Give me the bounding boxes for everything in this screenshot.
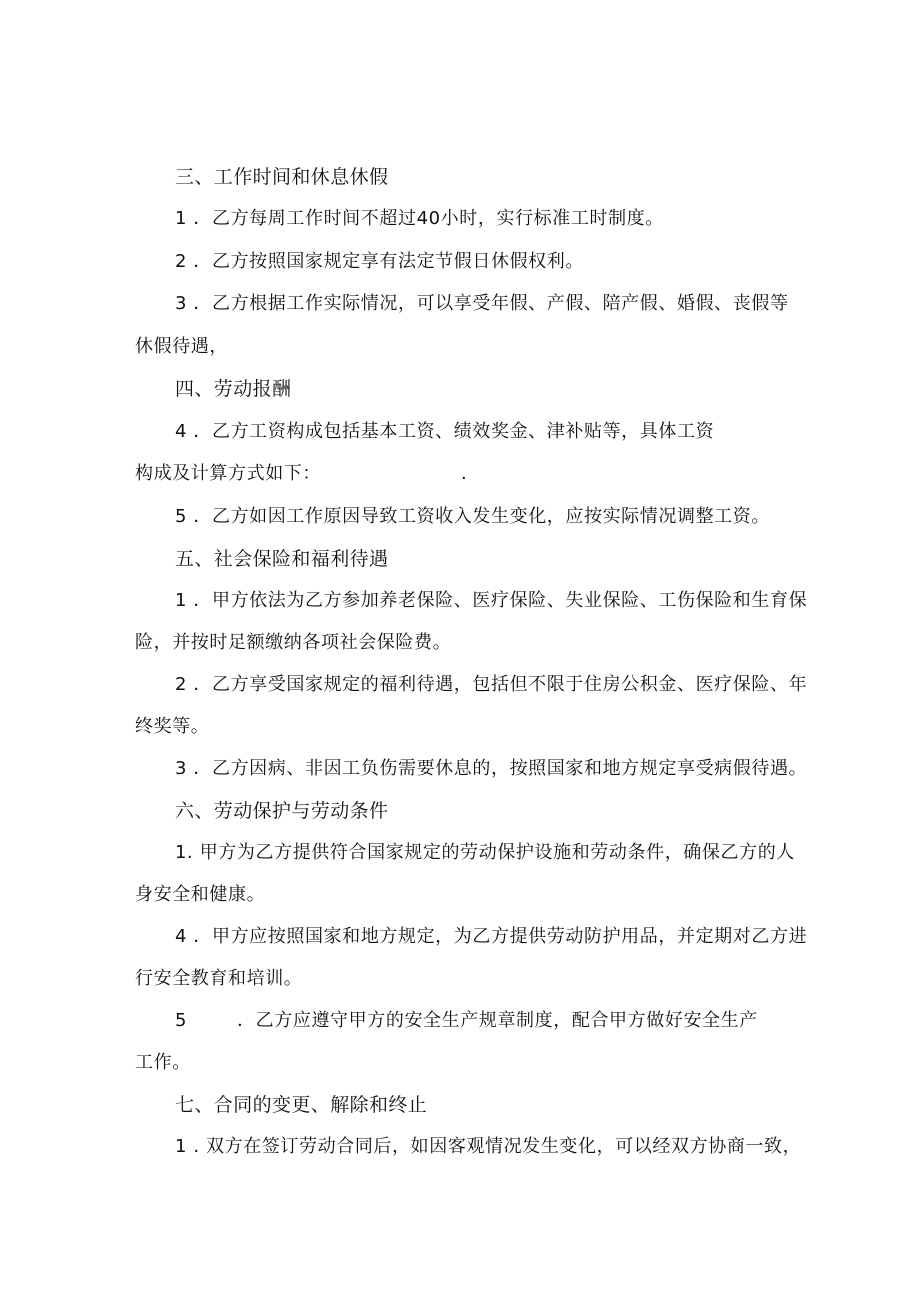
paragraph-safety-rules-cont: 工作。 xyxy=(135,1052,191,1073)
paragraph-salary-structure: 4 ．乙方工资构成包括基本工资、绩效奖金、津补贴等，具体工资 xyxy=(175,421,715,442)
paragraph-protective-equipment: 4 ．甲方应按照国家和地方规定，为乙方提供劳动防护用品，并定期对乙方进 xyxy=(175,926,808,947)
paragraph-welfare-cont: 终奖等。 xyxy=(135,716,210,737)
section-heading-labor-protection: 六、劳动保护与劳动条件 xyxy=(175,800,389,822)
paragraph-salary-adjustment: 5 ．乙方如因工作原因导致工资收入发生变化，应按实际情况调整工资。 xyxy=(175,506,770,527)
paragraph-safety-rules xyxy=(175,1009,758,1033)
paragraph-sick-leave: 3 ．乙方因病、非因工负伤需要休息的，按照国家和地方规定享受病假待遇。 xyxy=(175,758,808,779)
safety-rules-text: ．乙方应遵守甲方的安全生产规章制度，配合甲方做好安全生产 xyxy=(237,1010,758,1031)
salary-calculation-end: . xyxy=(461,463,468,484)
paragraph-leave-types: 3 ．乙方根据工作实际情况，可以享受年假、产假、陪产假、婚假、丧假等 xyxy=(175,293,789,314)
section-heading-work-hours: 三、工作时间和休息休假 xyxy=(175,166,389,188)
section-heading-contract-changes: 七、合同的变更、解除和终止 xyxy=(175,1094,428,1116)
paragraph-salary-calculation xyxy=(135,462,467,486)
salary-calculation-label: 构成及计算方式如下： xyxy=(135,463,321,484)
section-heading-social-insurance: 五、社会保险和福利待遇 xyxy=(175,548,389,570)
paragraph-welfare: 2 ．乙方享受国家规定的福利待遇，包括但不限于住房公积金、医疗保险、年 xyxy=(175,674,808,695)
safety-rules-number: 5 xyxy=(175,1010,188,1031)
paragraph-insurance-types: 1 ．甲方依法为乙方参加养老保险、医疗保险、失业保险、工伤保险和生育保 xyxy=(175,590,808,611)
paragraph-weekly-hours: 1 ．乙方每周工作时间不超过40小时，实行标准工时制度。 xyxy=(175,208,664,229)
paragraph-legal-holidays: 2 ．乙方按照国家规定享有法定节假日休假权利。 xyxy=(175,251,584,272)
paragraph-leave-types-cont: 休假待遇， xyxy=(135,336,228,357)
paragraph-insurance-types-cont: 险，并按时足额缴纳各项社会保险费。 xyxy=(135,632,452,653)
paragraph-contract-modification: 1 . 双方在签订劳动合同后，如因客观情况发生变化，可以经双方协商一致， xyxy=(175,1136,802,1157)
section-heading-remuneration: 四、劳动报酬 xyxy=(175,378,292,400)
paragraph-protective-equipment-cont: 行安全教育和培训。 xyxy=(135,968,303,989)
paragraph-protection-facilities-cont: 身安全和健康。 xyxy=(135,884,266,905)
paragraph-protection-facilities: 1. 甲方为乙方提供符合国家规定的劳动保护设施和劳动条件，确保乙方的人 xyxy=(175,842,795,863)
